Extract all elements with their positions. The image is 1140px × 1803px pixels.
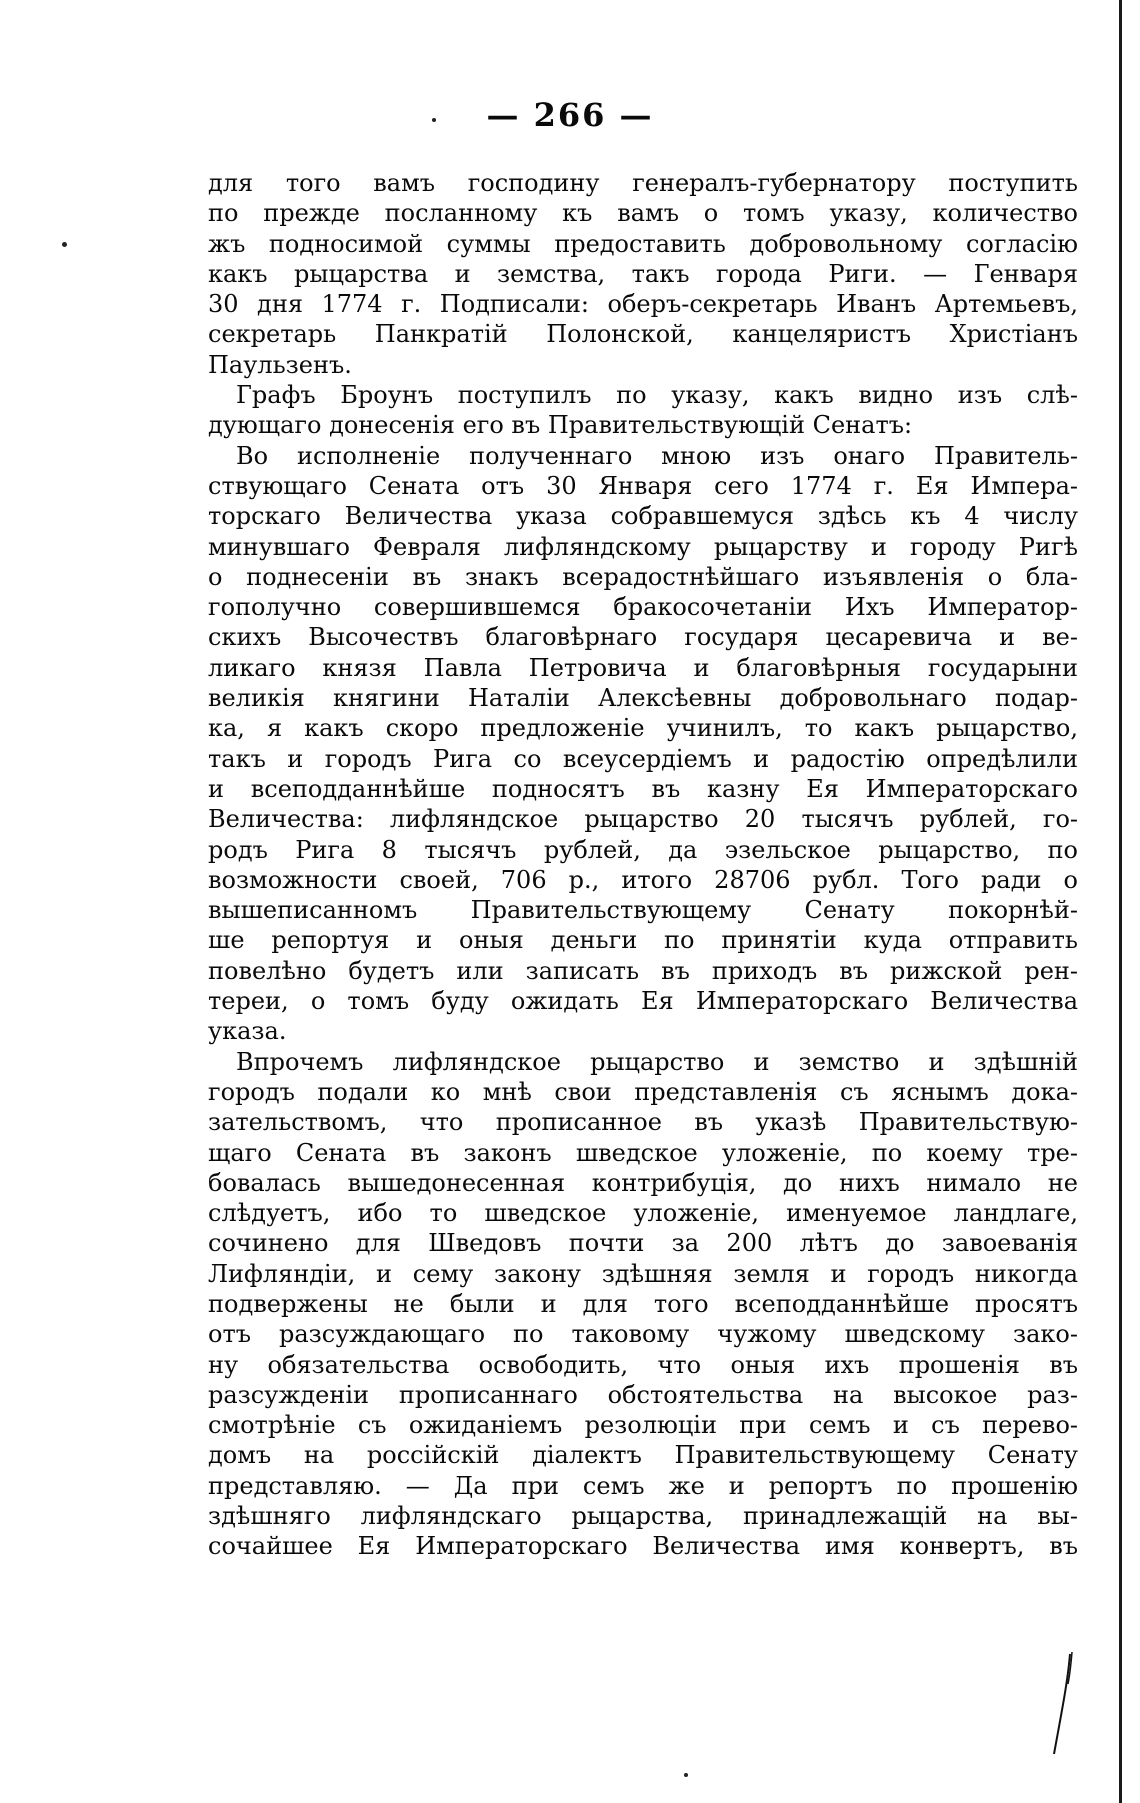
text-line: сочайшее Ея Императорскаго Величества имя конвертъ, въ — [208, 1532, 1078, 1561]
text-line: ствующаго Сената отъ 30 Января сего 1774 г. Ея Импера- — [208, 471, 1078, 500]
text-line: для того вамъ господину генералъ-губернатору поступить — [208, 169, 1078, 197]
text-line: тереи, о томъ буду ожидать Ея Императорскаго Величества — [208, 987, 1078, 1016]
page-edge-line — [1119, 0, 1122, 1803]
text-line: Графъ Броунъ поступилъ по указу, какъ видно изъ слѣ- — [236, 381, 1078, 410]
text-line: повелѣно будетъ или записать въ приходъ въ рижской рен- — [208, 956, 1078, 985]
text-line: Лифляндіи, и сему закону здѣшняя земля и городъ никогда — [208, 1259, 1078, 1288]
text-line: зательствомъ, что прописанное въ указѣ Правительствую- — [208, 1108, 1078, 1137]
text-line: 30 дня 1774 г. Подписали: оберъ-секретарь Иванъ Артемьевъ, — [208, 290, 1078, 319]
text-line: бовалась вышедонесенная контрибуція, до нихъ нимало не — [208, 1168, 1078, 1197]
text-line: такъ и городъ Рига со всеусердіемъ и радостію опредѣлили — [208, 744, 1078, 773]
text-line: домъ на россійскій діалектъ Правительствующему Сенату — [208, 1441, 1078, 1470]
text-line: Впрочемъ лифляндское рыцарство и земство и здѣшній — [236, 1047, 1078, 1076]
text-line: смотрѣніе съ ожиданіемъ резолюціи при семъ и съ перево- — [208, 1411, 1078, 1440]
text-line: ка, я какъ скоро предложеніе учинилъ, то какъ рыцарство, — [208, 714, 1078, 743]
text-line: минувшаго Февраля лифляндскому рыцарству и городу Ригѣ — [208, 532, 1078, 561]
text-line: Величества: лифляндское рыцарство 20 тысячъ рублей, го- — [208, 805, 1078, 834]
ink-speck — [62, 242, 67, 247]
pen-mark — [1048, 1650, 1078, 1760]
text-line: Во исполненіе полученнаго мною изъ онаго Правитель- — [236, 441, 1078, 470]
text-line: гополучно совершившемся бракосочетаніи Ихъ Император- — [208, 593, 1078, 622]
ink-speck — [432, 118, 436, 122]
page-number: — 266 — — [486, 96, 654, 134]
text-line: ликаго князя Павла Петровича и благовѣрныя государыни — [208, 653, 1078, 682]
text-line: о поднесеніи въ знакъ всерадостнѣйшаго изъявленія о бла- — [208, 562, 1078, 591]
text-line: какъ рыцарства и земства, такъ города Риги. — Генваря — [208, 259, 1078, 288]
text-line: родъ Рига 8 тысячъ рублей, да эзельское рыцарство, по — [208, 835, 1078, 864]
text-line: отъ разсуждающаго по таковому чужому шведскому зако- — [208, 1320, 1078, 1349]
text-line: городъ подали ко мнѣ свои представленія съ яснымъ дока- — [208, 1077, 1078, 1106]
text-line: секретарь Панкратій Полонской, канцеляристъ Христіанъ — [208, 320, 1078, 349]
body-text — [208, 168, 1078, 1562]
text-line: представляю. — Да при семъ же и репортъ по прошенію — [208, 1471, 1078, 1500]
text-line: скихъ Высочествъ благовѣрнаго государя цесаревича и ве- — [208, 623, 1078, 652]
text-line: здѣшняго лифляндскаго рыцарства, принадлежащій на вы- — [208, 1502, 1078, 1531]
text-line: указа. — [208, 1017, 287, 1046]
ink-speck — [684, 1773, 688, 1777]
text-line: слѣдуетъ, ибо то шведское уложеніе, именуемое ландлаге, — [208, 1199, 1078, 1228]
text-line: разсужденіи прописаннаго обстоятельства на высокое раз- — [208, 1380, 1078, 1409]
text-line: щаго Сената въ законъ шведское уложеніе, по коему тре- — [208, 1138, 1078, 1167]
text-line: по прежде посланному къ вамъ о томъ указу, количество — [208, 199, 1078, 228]
text-line: и всеподданнѣйше подносятъ въ казну Ея Императорскаго — [208, 774, 1078, 803]
text-line: ну обязательства освободить, что оныя ихъ прошенія въ — [208, 1350, 1078, 1379]
text-line: великія княгини Наталіи Алексѣевны добровольнаго подар- — [208, 684, 1078, 713]
text-line: дующаго донесенія его въ Правительствующій Сенатъ: — [208, 411, 913, 440]
text-line: Паульзенъ. — [208, 350, 352, 379]
text-line: подвержены не были и для того всеподданнѣйше просятъ — [208, 1289, 1078, 1318]
text-line: вышеписанномъ Правительствующему Сенату покорнѣй- — [208, 896, 1078, 925]
text-line: сочинено для Шведовъ почти за 200 лѣтъ до завоеванія — [208, 1229, 1078, 1258]
text-line: торскаго Величества указа собравшемуся здѣсь къ 4 числу — [208, 502, 1078, 531]
text-line: жъ подносимой суммы предоставить добровольному согласію — [208, 229, 1078, 258]
text-line: возможности своей, 706 р., итого 28706 рубл. Того ради о — [208, 865, 1078, 894]
text-line: ше репортуя и оныя деньги по принятіи куда отправить — [208, 926, 1078, 955]
